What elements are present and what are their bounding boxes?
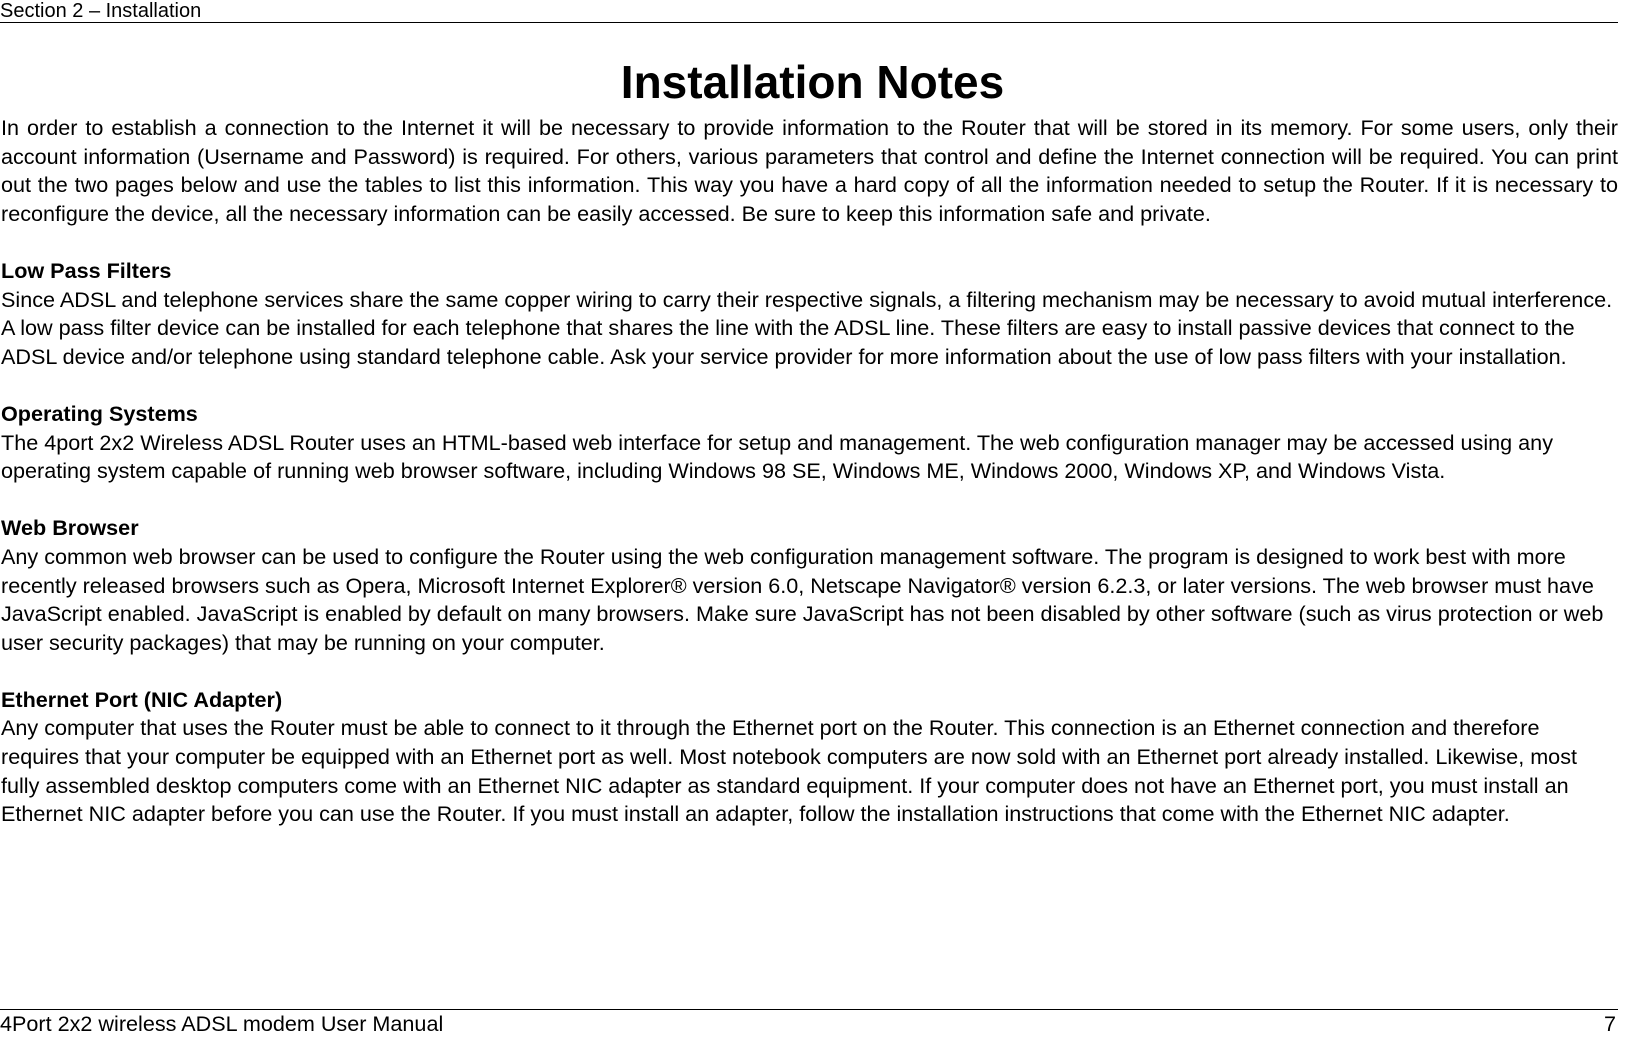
section-body: Since ADSL and telephone services share the same copper wiring to carry their respective signals, a filtering mechanism may be necessary to avoid mutual interference. A low pass filter device can be installed for each telephone that shares the line with the ADSL line. These filters are easy to install passive devices that connect to the ADSL device and/or telephone using standard telephone cable. Ask your service provider for more information about the use of low pass filters with your installation. <box>1 286 1613 369</box>
section-body: Any common web browser can be used to configure the Router using the web configuration management software. The program is designed to work best with more recently released browsers such as Opera, Microsoft Internet Explorer® version 6.0, Netscape Navigator® version 6.2.3, or later versions. The web browser must have JavaScript enabled. JavaScript is enabled by default on many browsers. Make sure JavaScript has not been disabled by other software (such as virus protection or web user security packages) that may be running on your computer. <box>1 543 1604 655</box>
section-body: The 4port 2x2 Wireless ADSL Router uses an HTML-based web interface for setup and management. The web configuration manager may be accessed using any operating system capable of running web browser software, including Windows 98 SE, Windows ME, Windows 2000, Windows XP, and Windows Vista. <box>1 429 1553 484</box>
section-operating-systems <box>1 400 1618 486</box>
section-low-pass-filters <box>1 257 1618 371</box>
section-body: Any computer that uses the Router must be able to connect to it through the Ethernet port on the Router. This connection is an Ethernet connection and therefore requires that your computer be equipped with an Ethernet port as well. Most notebook computers are now sold with an Ethernet port already installed. Likewise, most fully assembled desktop computers come with an Ethernet NIC adapter as standard equipment. If your computer does not have an Ethernet port, you must install an Ethernet NIC adapter before you can use the Router. If you must install an adapter, follow the installation instructions that come with the Ethernet NIC adapter. <box>1 715 1577 827</box>
section-heading: Ethernet Port (NIC Adapter) <box>1 686 283 712</box>
section-web-browser <box>1 514 1618 657</box>
section-heading: Web Browser <box>1 515 139 541</box>
manual-title: 4Port 2x2 wireless ADSL modem User Manual <box>0 1011 444 1036</box>
page-title: Installation Notes <box>620 56 1005 108</box>
section-heading: Low Pass Filters <box>1 257 172 283</box>
page-footer <box>0 1009 1618 1038</box>
page-number: 7 <box>1603 1011 1616 1036</box>
section-heading: Operating Systems <box>1 400 198 426</box>
page-header <box>0 0 1618 23</box>
section-ethernet-port <box>1 686 1618 829</box>
section-label: Section 2 – Installation <box>0 0 202 22</box>
intro-paragraph: In order to establish a connection to the Internet it will be necessary to provide information to the Router that will be stored in its memory. For some users, only their account information (Username and Password) is required. For others, various parameters that control and define the Internet connection will be required. You can print out the two pages below and use the tables to list this information. This way you have a hard copy of all the information needed to setup the Router. If it is necessary to reconfigure the device, all the necessary information can be easily accessed. Be sure to keep this information safe and private. <box>1 115 1618 226</box>
page-content <box>1 50 1618 829</box>
